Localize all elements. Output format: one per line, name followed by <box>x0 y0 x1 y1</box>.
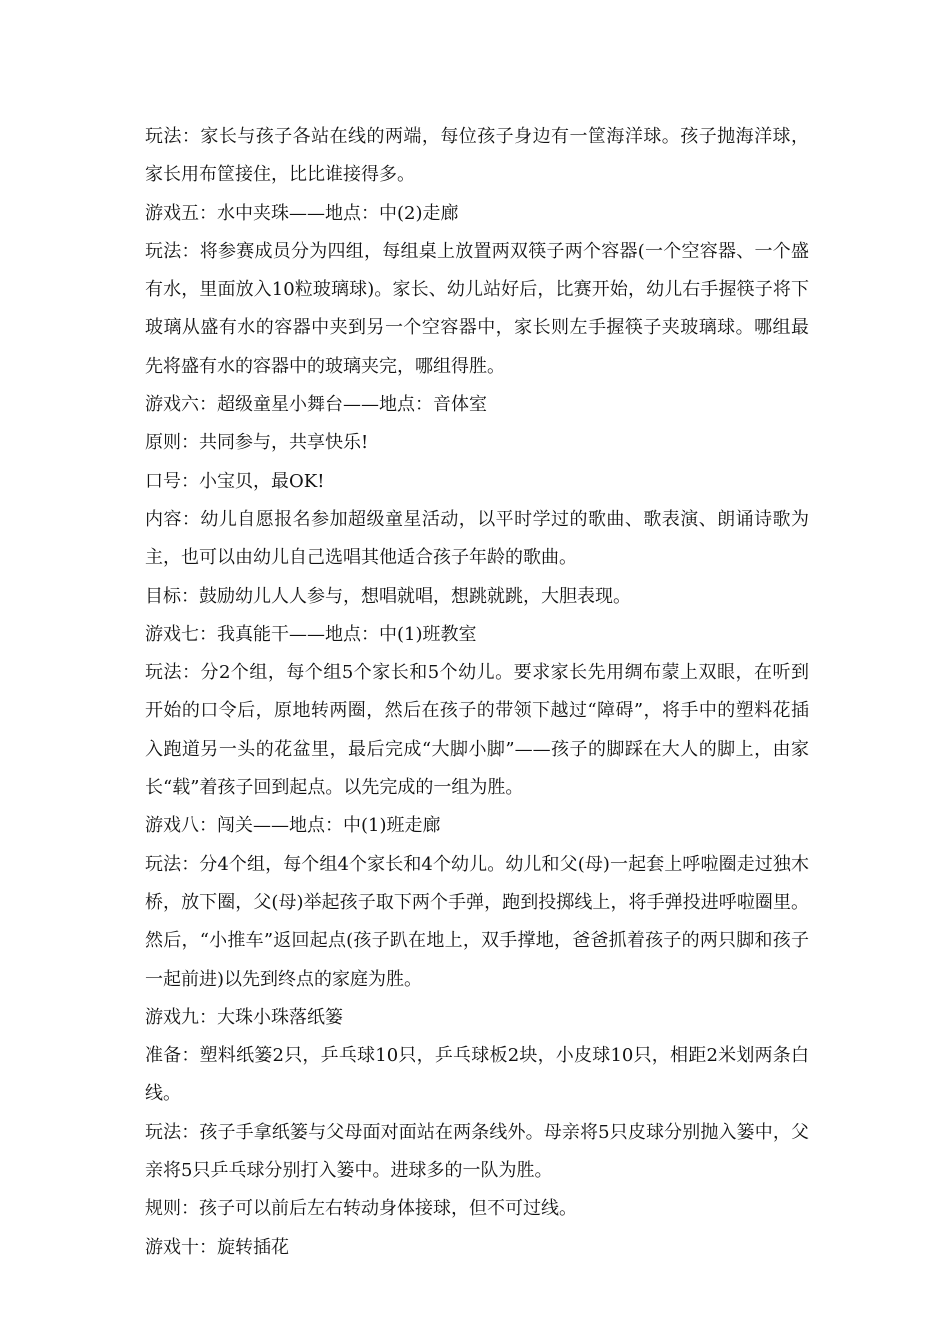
paragraph-game6-principle: 原则：共同参与，共享快乐! <box>145 432 369 454</box>
document-body <box>145 118 809 1267</box>
paragraph-game6-goal: 目标：鼓励幼儿人人参与，想唱就唱，想跳就跳，大胆表现。 <box>145 585 631 607</box>
paragraph-game6-content: 内容：幼儿自愿报名参加超级童星活动，以平时学过的歌曲、歌表演、朗诵诗歌为主，也可以由幼儿自己选唱其他适合孩子年龄的歌曲。 <box>145 508 809 569</box>
paragraph-game6-slogan: 口号：小宝贝，最OK! <box>145 470 325 492</box>
paragraph-game9-rules: 玩法：孩子手拿纸篓与父母面对面站在两条线外。母亲将5只皮球分别抛入篓中，父亲将5只乒乓球分别打入篓中。进球多的一队为胜。 <box>145 1121 809 1182</box>
heading-game6: 游戏六：超级童星小舞台——地点：音体室 <box>145 394 487 416</box>
heading-game9: 游戏九：大珠小珠落纸篓 <box>145 1006 343 1028</box>
paragraph-game7-rules: 玩法：分2个组，每个组5个家长和5个幼儿。要求家长先用绸布蒙上双眼，在听到开始的口令后，原地转两圈，然后在孩子的带领下越过“障碍”，将手中的塑料花插入跑道另一头的花盆里，最后完成“大脚小脚”——孩子的脚踩在大人的脚上，由家长“载”着孩子回到起点。以先完成的一组为胜。 <box>145 662 809 799</box>
paragraph-game9-preparation: 准备：塑料纸篓2只，乒乓球10只，乒乓球板2块，小皮球10只，相距2米划两条白线。 <box>145 1045 809 1105</box>
heading-game5: 游戏五：水中夹珠——地点：中(2)走廊 <box>145 202 459 224</box>
paragraph-game4-rules: 玩法：家长与孩子各站在线的两端，每位孩子身边有一筐海洋球。孩子抛海洋球，家长用布筐接住，比比谁接得多。 <box>145 126 809 186</box>
paragraph-game5-rules: 玩法：将参赛成员分为四组，每组桌上放置两双筷子两个容器(一个空容器、一个盛有水，里面放入10粒玻璃球)。家长、幼儿站好后，比赛开始，幼儿右手握筷子将下玻璃从盛有水的容器中夹到另一个空容器中，家长则左手握筷子夹玻璃球。哪组最先将盛有水的容器中的玻璃夹完，哪组得胜。 <box>145 240 809 377</box>
heading-game8: 游戏八：闯关——地点：中(1)班走廊 <box>145 815 441 837</box>
paragraph-game9-regulation: 规则：孩子可以前后左右转动身体接球，但不可过线。 <box>145 1198 577 1220</box>
heading-game10: 游戏十：旋转插花 <box>145 1236 289 1258</box>
heading-game7: 游戏七：我真能干——地点：中(1)班教室 <box>145 623 477 645</box>
paragraph-game8-rules: 玩法：分4个组，每个组4个家长和4个幼儿。幼儿和父(母)一起套上呼啦圈走过独木桥，放下圈，父(母)举起孩子取下两个手弹，跑到投掷线上，将手弹投进呼啦圈里。然后，“小推车”返回起点(孩子趴在地上，双手撑地，爸爸抓着孩子的两只脚和孩子一起前进)以先到终点的家庭为胜。 <box>145 853 809 990</box>
